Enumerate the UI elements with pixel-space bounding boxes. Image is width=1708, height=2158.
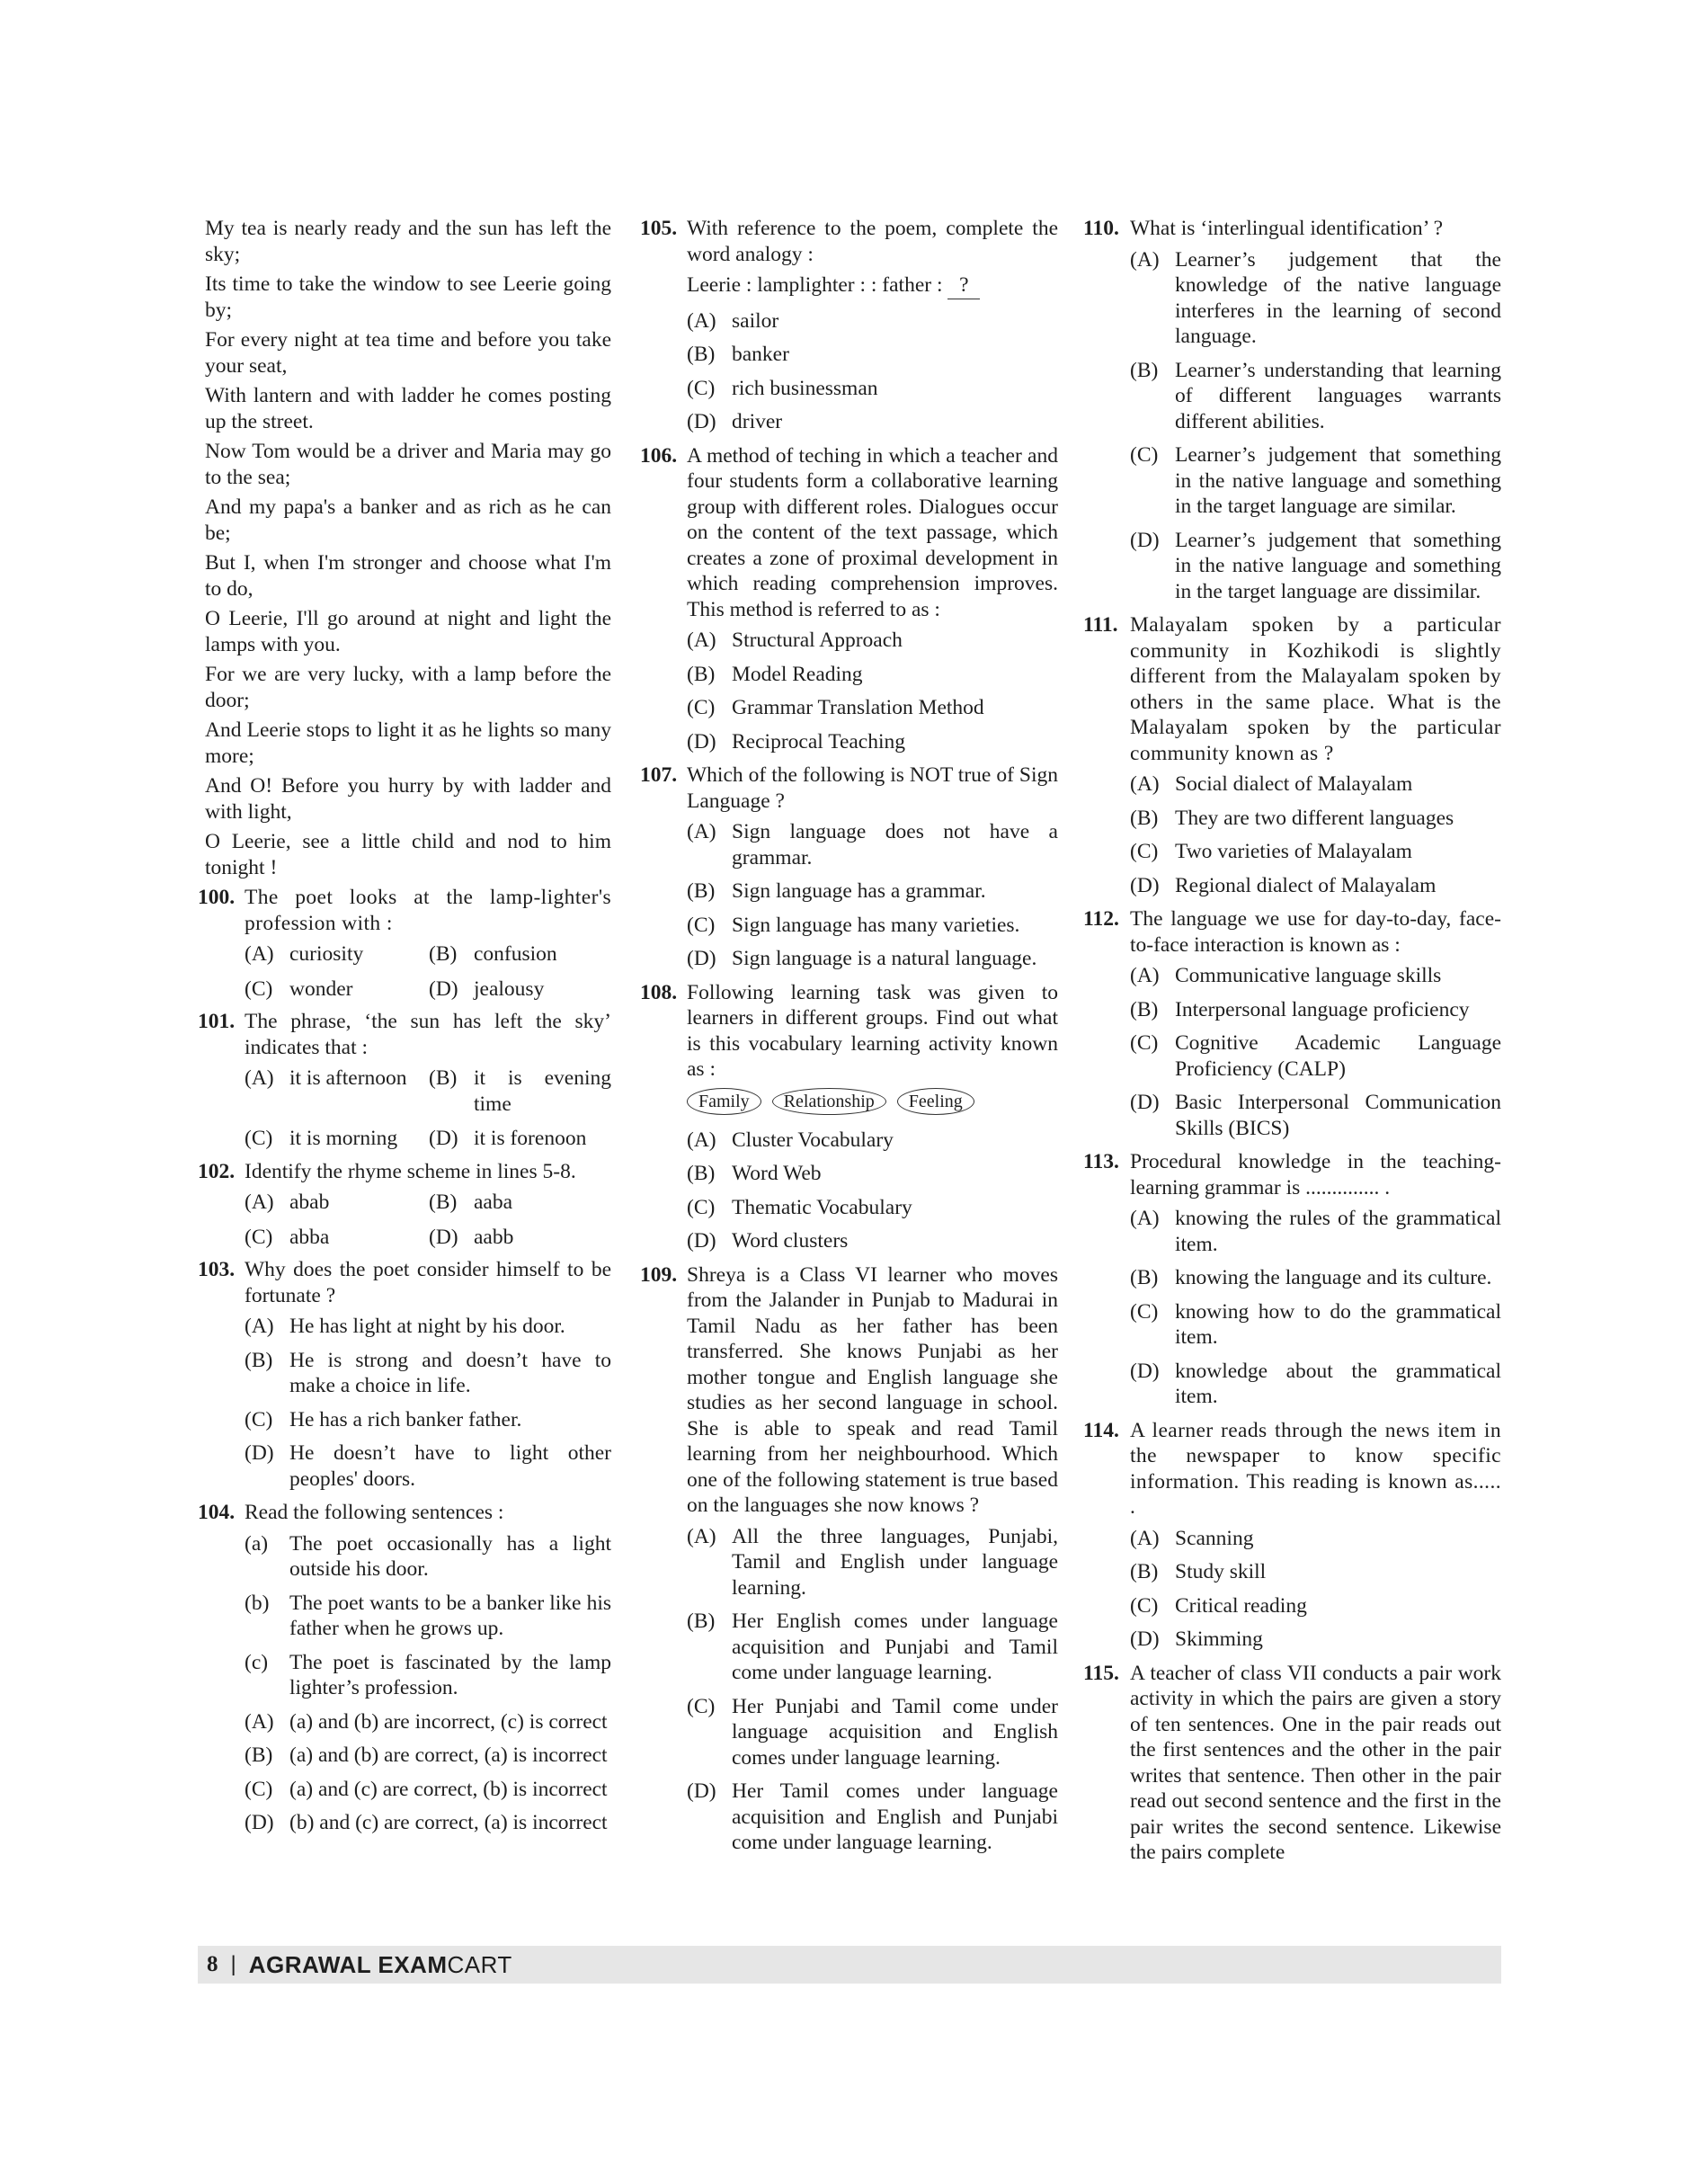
option-d[interactable] [687, 1779, 1058, 1856]
option-d[interactable] [245, 1810, 611, 1836]
option-text: (a) and (b) are incorrect, (c) is correct [289, 1709, 608, 1734]
question-text: Malayalam spoken by a particular community in Kozhikodi is slightly different from the Malayalam spoken by others in the same place. What is the Malayalam spoken by the particular community known as ? [1130, 613, 1501, 765]
option-letter: (A) [1130, 772, 1160, 796]
option-letter: (A) [1130, 1526, 1160, 1550]
option-a[interactable] [245, 1314, 611, 1340]
option-a[interactable] [245, 1190, 429, 1216]
question-text: What is ‘interlingual identification’ ? [1130, 217, 1444, 240]
option-d[interactable] [429, 1225, 611, 1251]
poem-line: And Leerie stops to light it as he lights so many more; [205, 718, 611, 768]
question-text: The language we use for day-to-day, face-to-face interaction is known as : [1130, 907, 1501, 957]
option-text: aabb [474, 1225, 514, 1249]
question-text: A teacher of class VII conducts a pair work activity in which the pairs are given a story of ten sentences. One in the pair reads out the first sentences and the other in the pair writes that sentence. Then other in the pair read out second sentence and the first in the pair writes the second sentence. Likewise the pairs complete [1130, 1661, 1501, 1864]
option-a[interactable] [1130, 1526, 1501, 1552]
question-109 [640, 1262, 1058, 1856]
oval-relationship: Relationship [772, 1088, 886, 1115]
option-text: Learner’s judgement that something in the native language and something in the target language are dissimilar. [1175, 528, 1501, 603]
option-c[interactable] [687, 376, 1058, 402]
page-number: 8 [207, 1952, 218, 1976]
poem-line: And O! Before you hurry by with ladder and with light, [205, 774, 611, 824]
option-letter: (B) [687, 879, 716, 903]
option-d[interactable] [687, 1228, 1058, 1254]
footer-separator: | [230, 1952, 236, 1976]
option-c[interactable] [687, 1195, 1058, 1221]
option-c[interactable] [687, 695, 1058, 721]
brand-text-regular: CART [447, 1950, 512, 1978]
question-111 [1083, 612, 1501, 898]
option-text: Structural Approach [732, 629, 903, 652]
option-d[interactable] [429, 1126, 611, 1152]
option-text: Social dialect of Malayalam [1175, 772, 1413, 796]
option-letter: (B) [687, 1610, 716, 1633]
option-letter: (A) [687, 308, 716, 333]
statement-text: The poet is fascinated by the lamp lighter’s profession. [289, 1650, 611, 1699]
option-text: Critical reading [1175, 1593, 1307, 1618]
question-number: 109. [640, 1262, 678, 1287]
question-text: Read the following sentences : [245, 1501, 504, 1524]
option-letter: (C) [687, 1195, 716, 1219]
option-letter: (A) [245, 1066, 274, 1090]
column-3 [1083, 216, 1501, 1871]
option-letter: (D) [687, 729, 716, 754]
analogy-text: Leerie : lamplighter : : father : [687, 273, 943, 297]
option-text: abab [289, 1190, 330, 1214]
option-text: wonder [289, 976, 353, 1001]
option-b[interactable] [687, 1609, 1058, 1686]
option-letter: (D) [429, 1127, 458, 1150]
question-number: 106. [640, 443, 678, 468]
question-number: 102. [198, 1159, 236, 1183]
option-text: Communicative language skills [1175, 964, 1442, 987]
option-text: Reciprocal Teaching [732, 729, 906, 754]
option-letter: (D) [1130, 1627, 1160, 1651]
option-c[interactable] [1130, 1030, 1501, 1082]
option-text: rich businessman [732, 376, 878, 400]
option-letter: (B) [1130, 358, 1159, 382]
option-letter: (D) [1130, 873, 1160, 897]
option-letter: (C) [1130, 1593, 1159, 1618]
option-a[interactable] [245, 1066, 429, 1117]
poem-line: Its time to take the window to see Leerie going by; [205, 272, 611, 322]
option-c[interactable] [1130, 839, 1501, 865]
option-text: He has a rich banker father. [289, 1407, 522, 1431]
poem-line: For every night at tea time and before you take your seat, [205, 328, 611, 378]
option-letter: (B) [687, 1162, 716, 1185]
statement-letter: (a) [245, 1531, 269, 1556]
option-letter: (D) [687, 947, 716, 970]
option-b[interactable] [245, 1743, 611, 1769]
option-a[interactable] [687, 819, 1058, 870]
option-text: All the three languages, Punjabi, Tamil and English under language learning. [732, 1524, 1058, 1600]
option-a[interactable] [687, 1128, 1058, 1154]
page-footer [198, 1946, 1501, 1984]
poem-line: Now Tom would be a driver and Maria may go to the sea; [205, 440, 611, 489]
option-c[interactable] [1130, 1593, 1501, 1619]
option-letter: (B) [1130, 806, 1159, 830]
option-text: He is strong and doesn’t have to make a choice in life. [289, 1348, 611, 1397]
option-b[interactable] [429, 1190, 611, 1216]
poem [198, 216, 611, 880]
option-letter: (A) [687, 820, 716, 843]
question-text: Which of the following is NOT true of Sign Language ? [687, 763, 1058, 813]
option-text: They are two different languages [1175, 806, 1454, 830]
statement-letter: (c) [245, 1650, 269, 1674]
question-number: 103. [198, 1258, 236, 1281]
option-letter: (A) [245, 1315, 274, 1338]
oval-feeling: Feeling [897, 1088, 974, 1115]
option-text: it is forenoon [474, 1127, 587, 1150]
option-letter: (D) [245, 1441, 274, 1465]
question-115 [1083, 1661, 1501, 1866]
option-letter: (A) [687, 1524, 716, 1548]
question-number: 108. [640, 980, 678, 1004]
option-a[interactable] [687, 308, 1058, 334]
option-text: Learner’s understanding that learning of different languages warrants different abilities. [1175, 358, 1501, 433]
poem-line: O Leerie, I'll go around at night and light the lamps with you. [205, 607, 611, 656]
option-letter: (C) [687, 1694, 716, 1718]
option-b[interactable] [1130, 1559, 1501, 1585]
option-letter: (C) [687, 696, 716, 719]
option-text: aaba [474, 1190, 513, 1214]
option-letter: (C) [245, 1225, 273, 1249]
option-text: Regional dialect of Malayalam [1175, 873, 1437, 897]
statement-c [245, 1650, 611, 1701]
option-text: it is morning [289, 1127, 398, 1150]
option-a[interactable] [1130, 771, 1501, 798]
option-text: Model Reading [732, 662, 863, 686]
option-text: sailor [732, 308, 779, 333]
option-letter: (B) [1130, 997, 1159, 1021]
brand-text-bold: AGRAWAL EXAM [248, 1950, 448, 1978]
option-text: Sign language has many varieties. [732, 913, 1020, 937]
word-ovals [687, 1088, 1058, 1115]
option-letter: (D) [429, 976, 458, 1001]
statement-text: The poet occasionally has a light outside his door. [289, 1531, 611, 1581]
option-d[interactable] [1130, 1359, 1501, 1410]
question-113 [1083, 1149, 1501, 1410]
option-letter: (B) [429, 942, 458, 966]
option-letter: (C) [245, 976, 273, 1001]
option-text: Her Punjabi and Tamil come under language acquisition and English comes under language learning. [732, 1694, 1058, 1770]
question-number: 112. [1083, 907, 1119, 931]
option-b[interactable] [1130, 1265, 1501, 1291]
option-text: Word Web [732, 1162, 822, 1185]
question-text: The phrase, ‘the sun has left the sky’ indicates that : [245, 1010, 611, 1059]
option-letter: (A) [1130, 247, 1160, 272]
option-letter: (C) [1130, 840, 1159, 863]
poem-line: For we are very lucky, with a lamp before the door; [205, 663, 611, 712]
option-text: curiosity [289, 942, 364, 966]
option-letter: (A) [1130, 964, 1160, 987]
option-c[interactable] [1130, 442, 1501, 520]
option-b[interactable] [429, 1066, 611, 1117]
option-text: abba [289, 1225, 330, 1249]
question-number: 115. [1083, 1661, 1119, 1685]
question-text: Identify the rhyme scheme in lines 5-8. [245, 1159, 576, 1183]
option-a[interactable] [245, 1709, 611, 1735]
word-analogy [687, 272, 1058, 299]
statement-letter: (b) [245, 1591, 270, 1615]
option-c[interactable] [245, 1126, 429, 1152]
option-a[interactable] [687, 628, 1058, 654]
option-letter: (C) [245, 1127, 273, 1150]
question-text: Why does the poet consider himself to be fortunate ? [245, 1258, 611, 1307]
option-letter: (D) [687, 1229, 716, 1253]
poem-line: But I, when I'm stronger and choose what I'm to do, [205, 551, 611, 601]
question-101 [198, 1009, 611, 1152]
question-text: Following learning task was given to learners in different groups. Find out what is this vocabulary learning activity known as : [687, 980, 1058, 1081]
option-text: (a) and (c) are correct, (b) is incorrect [289, 1777, 608, 1801]
question-number: 107. [640, 763, 678, 787]
option-a[interactable] [687, 1524, 1058, 1601]
option-text: banker [732, 343, 789, 366]
option-text: (b) and (c) are correct, (a) is incorrect [289, 1811, 608, 1834]
option-text: Scanning [1175, 1526, 1254, 1550]
option-letter: (B) [687, 662, 716, 686]
option-b[interactable] [1130, 806, 1501, 832]
option-b[interactable] [1130, 358, 1501, 435]
option-text: it is afternoon [289, 1066, 407, 1090]
option-letter: (D) [687, 410, 716, 433]
option-d[interactable] [429, 976, 611, 1003]
question-106 [640, 443, 1058, 755]
option-letter: (D) [429, 1225, 458, 1249]
option-text: Her English comes under language acquisition and Punjabi and Tamil come under language learning. [732, 1610, 1058, 1684]
option-text: Cognitive Academic Language Proficiency (CALP) [1175, 1031, 1501, 1081]
option-letter: (B) [245, 1348, 273, 1372]
question-114 [1083, 1418, 1501, 1653]
option-text: knowing the language and its culture. [1175, 1266, 1492, 1289]
option-b[interactable] [687, 1161, 1058, 1187]
question-text: A learner reads through the news item in the newspaper to know specific information. This reading is known as..... . [1130, 1418, 1501, 1519]
question-number: 110. [1083, 217, 1119, 240]
option-text: Cluster Vocabulary [732, 1128, 894, 1152]
option-letter: (C) [245, 1407, 273, 1431]
option-letter: (D) [1130, 1359, 1160, 1383]
option-text: Word clusters [732, 1229, 849, 1253]
option-d[interactable] [1130, 528, 1501, 605]
question-text: The poet looks at the lamp-lighter's profession with : [245, 886, 611, 935]
option-letter: (C) [687, 913, 716, 937]
option-letter: (C) [1130, 1299, 1159, 1324]
option-b[interactable] [687, 662, 1058, 688]
question-107 [640, 762, 1058, 972]
option-letter: (B) [1130, 1266, 1159, 1289]
question-102 [198, 1159, 611, 1251]
option-text: Sign language has a grammar. [732, 879, 986, 903]
option-text: jealousy [474, 976, 545, 1001]
option-c[interactable] [245, 1407, 611, 1433]
option-c[interactable] [245, 976, 429, 1003]
option-text: Basic Interpersonal Communication Skills (BICS) [1175, 1091, 1501, 1140]
option-d[interactable] [1130, 1090, 1501, 1141]
question-text: A method of teching in which a teacher and four students form a collaborative learning group with different roles. Dialogues occur on the content of the text passage, which creates a zone of proximal development in which reading comprehension improves. This method is referred to as : [687, 443, 1058, 621]
option-letter: (D) [1130, 1091, 1160, 1114]
option-b[interactable] [687, 342, 1058, 368]
question-108 [640, 980, 1058, 1254]
question-103 [198, 1257, 611, 1492]
option-letter: (B) [245, 1743, 273, 1767]
question-number: 105. [640, 217, 678, 240]
column-2 [640, 216, 1058, 1864]
option-c[interactable] [245, 1225, 429, 1251]
option-letter: (A) [687, 1128, 716, 1152]
option-text: knowledge about the grammatical item. [1175, 1359, 1501, 1408]
option-d[interactable] [1130, 873, 1501, 899]
option-text: confusion [474, 942, 557, 966]
option-letter: (C) [1130, 443, 1159, 467]
option-text: (a) and (b) are correct, (a) is incorrect [289, 1743, 608, 1767]
question-104 [198, 1500, 611, 1836]
option-c[interactable] [245, 1777, 611, 1803]
question-110 [1083, 216, 1501, 604]
option-c[interactable] [687, 913, 1058, 939]
option-b[interactable] [245, 1348, 611, 1399]
option-letter: (C) [687, 376, 716, 400]
column-1 [198, 216, 611, 1844]
option-letter: (B) [429, 1190, 458, 1214]
option-b[interactable] [1130, 997, 1501, 1023]
option-letter: (C) [1130, 1031, 1159, 1055]
option-text: He has light at night by his door. [289, 1315, 565, 1338]
statement-a [245, 1531, 611, 1583]
option-text: Skimming [1175, 1627, 1263, 1651]
option-b[interactable] [429, 941, 611, 968]
option-a[interactable] [1130, 963, 1501, 989]
option-text: Sign language does not have a grammar. [732, 820, 1058, 869]
poem-line: With lantern and with ladder he comes posting up the street. [205, 384, 611, 433]
option-text: Her Tamil comes under language acquisition and English and Punjabi come under language learning. [732, 1779, 1058, 1854]
option-d[interactable] [245, 1440, 611, 1492]
option-text: Thematic Vocabulary [732, 1195, 912, 1219]
option-a[interactable] [245, 941, 429, 968]
option-letter: (A) [245, 942, 274, 966]
statement-text: The poet wants to be a banker like his father when he grows up. [289, 1591, 611, 1640]
option-d[interactable] [687, 729, 1058, 755]
oval-family: Family [687, 1088, 761, 1115]
question-number: 114. [1083, 1418, 1119, 1442]
question-105 [640, 216, 1058, 435]
option-letter: (B) [1130, 1560, 1159, 1583]
option-text: He doesn’t have to light other peoples' doors. [289, 1441, 611, 1491]
option-letter: (A) [245, 1190, 274, 1214]
poem-line: And my papa's a banker and as rich as he can be; [205, 495, 611, 545]
option-d[interactable] [687, 946, 1058, 972]
option-text: Learner’s judgement that the knowledge of the native language interferes in the learning of second language. [1175, 247, 1501, 348]
option-letter: (A) [687, 629, 716, 652]
option-text: Sign language is a natural language. [732, 947, 1037, 970]
option-letter: (D) [1130, 528, 1160, 552]
poem-line: My tea is nearly ready and the sun has left the sky; [205, 217, 611, 266]
option-d[interactable] [687, 409, 1058, 435]
option-c[interactable] [1130, 1299, 1501, 1351]
option-text: Interpersonal language proficiency [1175, 997, 1470, 1021]
option-letter: (B) [429, 1066, 458, 1090]
question-text: Shreya is a Class VI learner who moves from the Jalander in Punjab to Madurai in Tamil Nadu as her father has been transferred. She knows Punjabi as her mother tongue and English language she studies as her second language in school. She is able to speak and read Tamil learning from her neighbourhood. Which one of the following statement is true based on the languages she now knows ? [687, 1262, 1058, 1517]
option-b[interactable] [687, 878, 1058, 905]
option-letter: (A) [245, 1709, 274, 1734]
option-letter: (D) [687, 1779, 716, 1803]
question-112 [1083, 906, 1501, 1141]
option-a[interactable] [1130, 247, 1501, 350]
analogy-blank: ? [947, 272, 980, 299]
question-text: With reference to the poem, complete the word analogy : [687, 217, 1058, 266]
question-text: Procedural knowledge in the teaching-learning grammar is .............. . [1130, 1150, 1501, 1199]
option-text: it is evening time [474, 1066, 611, 1116]
poem-line: O Leerie, see a little child and nod to him tonight ! [205, 830, 611, 879]
question-number: 104. [198, 1501, 236, 1524]
option-letter: (A) [1130, 1207, 1160, 1230]
option-text: knowing the rules of the grammatical item. [1175, 1207, 1501, 1256]
option-letter: (C) [245, 1777, 273, 1801]
option-letter: (B) [687, 343, 716, 366]
option-text: knowing how to do the grammatical item. [1175, 1299, 1501, 1349]
question-number: 100. [198, 886, 236, 909]
option-text: Two varieties of Malayalam [1175, 840, 1412, 863]
option-c[interactable] [687, 1694, 1058, 1771]
brand-logo [249, 1951, 512, 1979]
option-text: Study skill [1175, 1560, 1267, 1583]
question-number: 101. [198, 1010, 236, 1033]
option-d[interactable] [1130, 1627, 1501, 1653]
option-text: Learner’s judgement that something in the native language and something in the target language are similar. [1175, 443, 1501, 518]
option-text: driver [732, 410, 783, 433]
question-number: 111. [1083, 613, 1118, 637]
question-number: 113. [1083, 1150, 1119, 1173]
option-letter: (D) [245, 1811, 274, 1834]
option-text: Grammar Translation Method [732, 696, 984, 719]
question-100 [198, 885, 611, 1002]
option-a[interactable] [1130, 1206, 1501, 1257]
statement-b [245, 1591, 611, 1642]
